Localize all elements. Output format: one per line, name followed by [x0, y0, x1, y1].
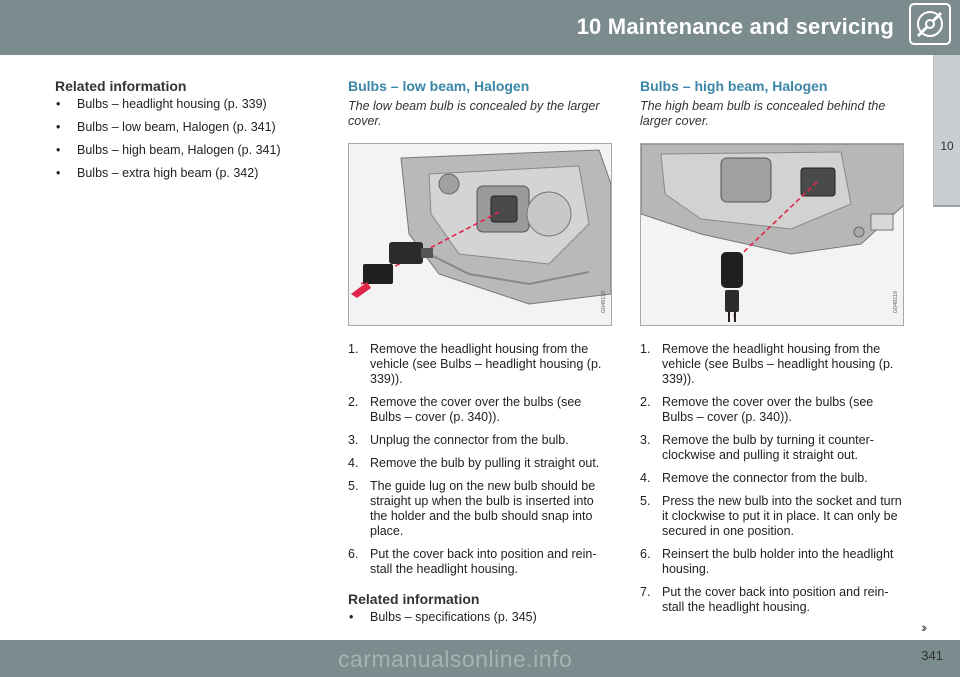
- double-chevron-right-icon[interactable]: ››: [921, 619, 925, 635]
- chapter-title: 10 Maintenance and servicing: [576, 14, 894, 39]
- step-text: Remove the connector from the bulb.: [662, 471, 868, 485]
- step-item: [348, 342, 612, 387]
- step-text: Remove the headlight housing from the vehicle (see Bulbs – headlight housing (p. 339)).: [370, 342, 602, 386]
- chapter-tab[interactable]: [933, 55, 960, 207]
- related-links-list: [348, 610, 612, 624]
- step-item: [640, 395, 906, 425]
- step-number: 2.: [348, 395, 359, 409]
- related-info-column: [55, 78, 305, 189]
- step-number: 7.: [640, 585, 651, 599]
- step-number: 1.: [640, 342, 651, 356]
- step-number: 2.: [640, 395, 651, 409]
- high-beam-steps: [640, 342, 906, 615]
- step-item: [348, 456, 612, 471]
- bullet: •: [56, 143, 61, 157]
- related-link[interactable]: [348, 610, 612, 624]
- related-info-heading: Related information: [55, 78, 187, 94]
- low-beam-related: [348, 591, 612, 624]
- related-link[interactable]: [55, 120, 305, 134]
- bullet: •: [349, 610, 354, 624]
- figure-code: G048119: [893, 290, 899, 313]
- related-info-heading: Related information: [348, 591, 480, 607]
- step-text: Remove the bulb by pulling it straight out.: [370, 456, 600, 470]
- bullet: •: [56, 97, 61, 111]
- step-item: [348, 433, 612, 448]
- step-number: 3.: [348, 433, 359, 447]
- low-beam-title: Bulbs – low beam, Halogen: [348, 78, 530, 94]
- step-text: Press the new bulb into the socket and turn it clockwise to put it in place. It can only be secured in one position.: [662, 494, 902, 538]
- low-beam-steps: [348, 342, 612, 577]
- related-link[interactable]: [55, 97, 305, 111]
- step-text: Remove the cover over the bulbs (see Bulbs – cover (p. 340)).: [370, 395, 582, 424]
- step-number: 5.: [640, 494, 651, 508]
- step-number: 6.: [348, 547, 359, 561]
- related-link[interactable]: [55, 166, 305, 180]
- bullet: •: [56, 120, 61, 134]
- page-header: [0, 0, 960, 55]
- step-item: [640, 433, 906, 463]
- step-number: 3.: [640, 433, 651, 447]
- related-link[interactable]: [55, 143, 305, 157]
- gear-wrench-icon: [908, 2, 952, 46]
- related-link-text[interactable]: Bulbs – specifications (p. 345): [370, 610, 537, 624]
- step-text: Remove the bulb by turning it counter-clockwise and pulling it straight out.: [662, 433, 874, 462]
- low-beam-section: [348, 78, 612, 633]
- step-item: [348, 547, 612, 577]
- step-number: 5.: [348, 479, 359, 493]
- step-text: Put the cover back into position and rein-stall the headlight housing.: [662, 585, 889, 614]
- step-item: [640, 342, 906, 387]
- step-text: Remove the cover over the bulbs (see Bulbs – cover (p. 340)).: [662, 395, 874, 424]
- high-beam-intro: The high beam bulb is concealed behind the larger cover.: [640, 99, 886, 128]
- related-link-text[interactable]: Bulbs – extra high beam (p. 342): [77, 166, 259, 180]
- related-link-text[interactable]: Bulbs – high beam, Halogen (p. 341): [77, 143, 281, 157]
- step-number: 4.: [640, 471, 651, 485]
- figure-code: G048118: [601, 290, 607, 313]
- step-number: 6.: [640, 547, 651, 561]
- related-link-text[interactable]: Bulbs – low beam, Halogen (p. 341): [77, 120, 276, 134]
- step-text: Put the cover back into position and rein-stall the headlight housing.: [370, 547, 597, 576]
- page-number: 341: [921, 648, 943, 663]
- headlight-lowbeam-drawing: [349, 144, 611, 325]
- high-beam-illustration: [640, 143, 904, 326]
- headlight-highbeam-drawing: [641, 144, 904, 325]
- step-item: [640, 494, 906, 539]
- watermark: carmanualsonline.info: [338, 646, 573, 672]
- step-number: 1.: [348, 342, 359, 356]
- step-item: [348, 395, 612, 425]
- low-beam-illustration: [348, 143, 612, 326]
- step-text: Reinsert the bulb holder into the headlight housing.: [662, 547, 894, 576]
- step-item: [640, 471, 906, 486]
- chapter-tab-number: 10: [940, 139, 954, 153]
- bullet: •: [56, 166, 61, 180]
- step-item: [640, 585, 906, 615]
- high-beam-section: [640, 78, 906, 623]
- step-text: The guide lug on the new bulb should be straight up when the bulb is inserted into the holder and the bulb should snap into place.: [370, 479, 596, 538]
- step-item: [348, 479, 612, 539]
- step-item: [640, 547, 906, 577]
- step-text: Unplug the connector from the bulb.: [370, 433, 569, 447]
- step-number: 4.: [348, 456, 359, 470]
- step-text: Remove the headlight housing from the vehicle (see Bulbs – headlight housing (p. 339)).: [662, 342, 894, 386]
- related-links-list: [55, 97, 305, 180]
- page-footer: [0, 640, 960, 677]
- related-link-text[interactable]: Bulbs – headlight housing (p. 339): [77, 97, 267, 111]
- high-beam-title: Bulbs – high beam, Halogen: [640, 78, 828, 94]
- low-beam-intro: The low beam bulb is concealed by the larger cover.: [348, 99, 600, 128]
